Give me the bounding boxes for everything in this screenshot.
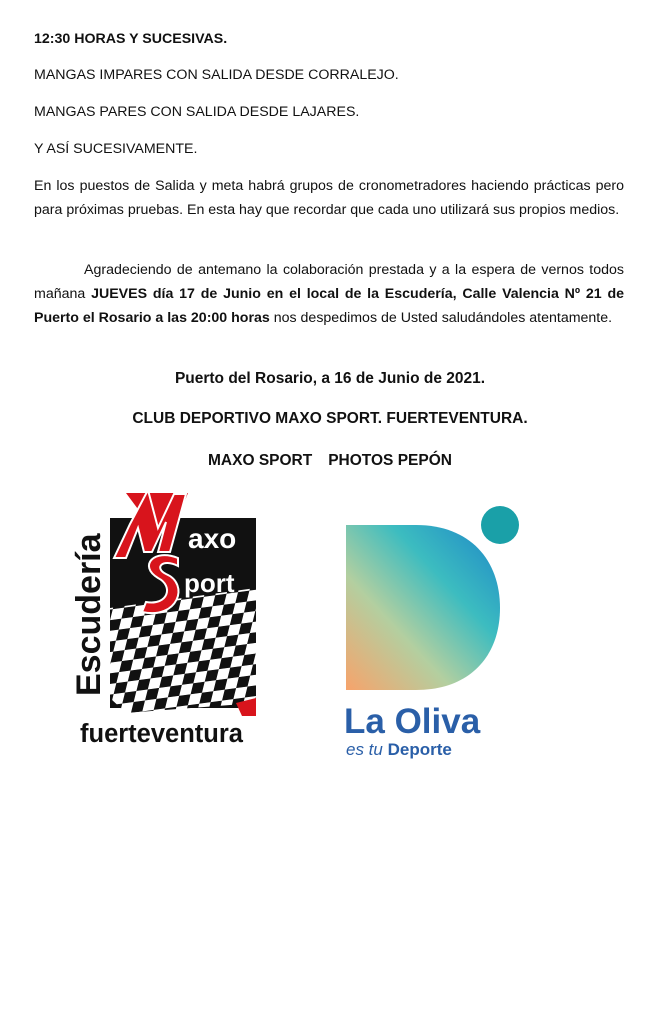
sig-photos-pepon: PHOTOS PEPÓN [328,452,452,469]
timekeepers-paragraph: En los puestos de Salida y meta habrá grupos de cronometradores haciendo prácticas pero para próximas pruebas. En esta hay que recordar que cada uno utilizará sus propios medios. [34,178,624,218]
schedule-odd-heats: MANGAS IMPARES CON SALIDA DESDE CORRALEJO. [34,67,399,83]
oliva-d-icon [346,525,500,690]
place-date: Puerto del Rosario, a 16 de Junio de 2021. [174,370,486,387]
oliva-slogan-prefix: es tu [346,740,388,759]
schedule-even-heats: MANGAS PARES CON SALIDA DESDE LAJARES. [34,104,360,120]
thanks-intro: Agradeciendo de antemano la colaboración prestada y a la espera de vernos todos mañana [34,262,624,302]
meeting-place: Calle Valencia Nº 21 de Puerto el Rosario a las 20:00 horas [34,286,625,326]
meeting-place-intro: en el local de la Escudería, [260,286,463,302]
closing: nos despedimos de Usted saludándoles atentamente. [269,310,613,326]
maxo-sport-logo [66,488,266,752]
maxo-escuderia-text: Escudería [70,533,108,696]
schedule-and-so-on: Y ASÍ SUCESIVAMENTE. [34,141,198,157]
signature-line [0,452,660,470]
oliva-slogan-word: Deporte [387,740,452,759]
thanks-paragraph [34,258,624,330]
meeting-day: JUEVES día 17 de Junio [91,286,261,302]
maxo-port-text: port [184,568,235,598]
maxo-axo-text: axo [188,523,237,554]
maxo-fuerteventura-text: fuerteventura [80,720,243,748]
sig-maxo-sport: MAXO SPORT [208,452,313,469]
oliva-dot-icon [481,506,519,544]
oliva-name: La Oliva [344,702,481,741]
oliva-slogan [346,740,452,759]
club-name: CLUB DEPORTIVO MAXO SPORT. FUERTEVENTURA. [132,410,528,427]
schedule-time: 12:30 HORAS Y SUCESIVAS. [34,31,228,47]
la-oliva-logo [330,500,530,770]
